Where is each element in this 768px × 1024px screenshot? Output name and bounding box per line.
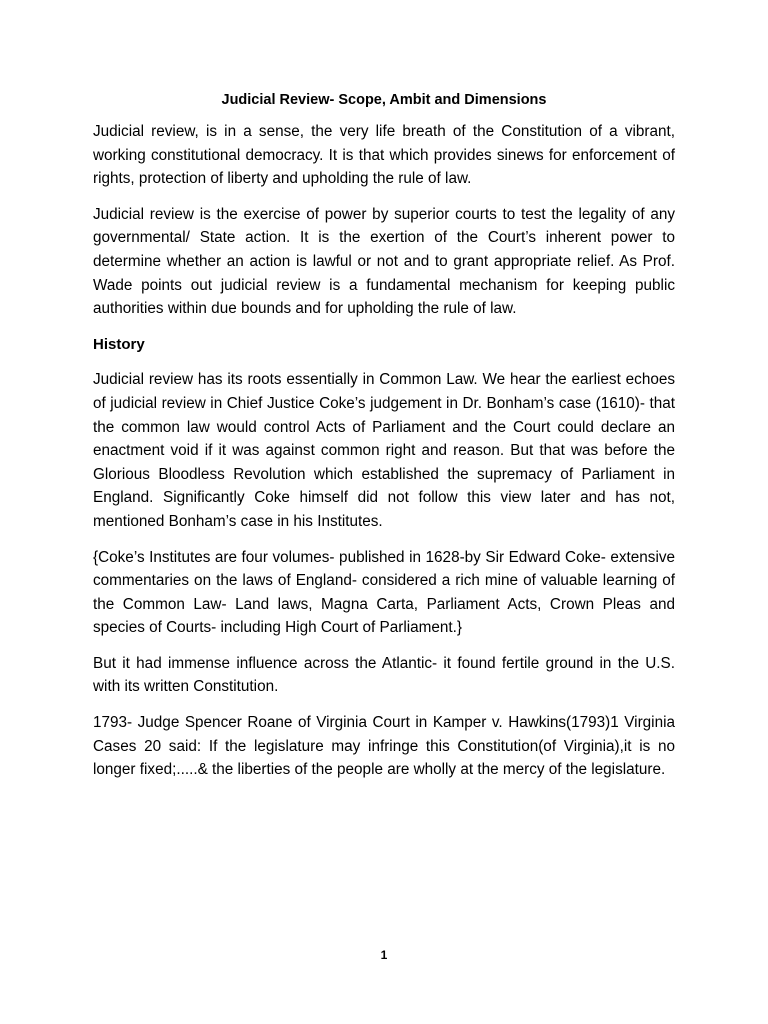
intro-paragraph-2: Judicial review is the exercise of power by superior courts to test the legality of any governmental/ State action. It is the exertion of the Court’s inherent power to determine whether an action is lawful or not and to grant appropriate relief. As Prof. Wade points out judicial review is a fundamental mechanism for keeping public authorities within due bounds and for upholding the rule of law. [93,205,675,318]
history-paragraph-2: {Coke’s Institutes are four volumes- published in 1628-by Sir Edward Coke- extensive commentaries on the laws of England- considered a rich mine of valuable learning of the Common Law- Land laws, Magna Carta, Parliament Acts, Crown Pleas and species of Courts- including High Court of Parliament.} [93,548,675,637]
history-heading: History [93,335,145,353]
history-paragraph-3: But it had immense influence across the Atlantic- it found fertile ground in the U.S. with its written Constitution. [93,654,675,696]
intro-paragraph-1: Judicial review, is in a sense, the very life breath of the Constitution of a vibrant, working constitutional democracy. It is that which provides sinews for enforcement of rights, protection of liberty and upholding the rule of law. [93,123,675,188]
page-number: 1 [380,948,388,962]
document-page [93,88,675,794]
history-paragraph-1: Judicial review has its roots essentially in Common Law. We hear the earliest echoes of judicial review in Chief Justice Coke’s judgement in Dr. Bonham’s case (1610)- that the common law would control Acts of Parliament and the Court could declare an enactment void if it was against common right and reason. But that was before the Glorious Bloodless Revolution which established the supremacy of Parliament in England. Significantly Coke himself did not follow this view later and has not, mentioned Bonham’s case in his Institutes. [93,371,675,530]
history-paragraph-4: 1793- Judge Spencer Roane of Virginia Court in Kamper v. Hawkins(1793)1 Virginia Cases 20 said: If the legislature may infringe this Constitution(of Virginia),it is no longer fixed;.....& the liberties of the people are wholly at the mercy of the legislature. [93,714,675,779]
page-title: Judicial Review- Scope, Ambit and Dimensions [221,92,547,108]
